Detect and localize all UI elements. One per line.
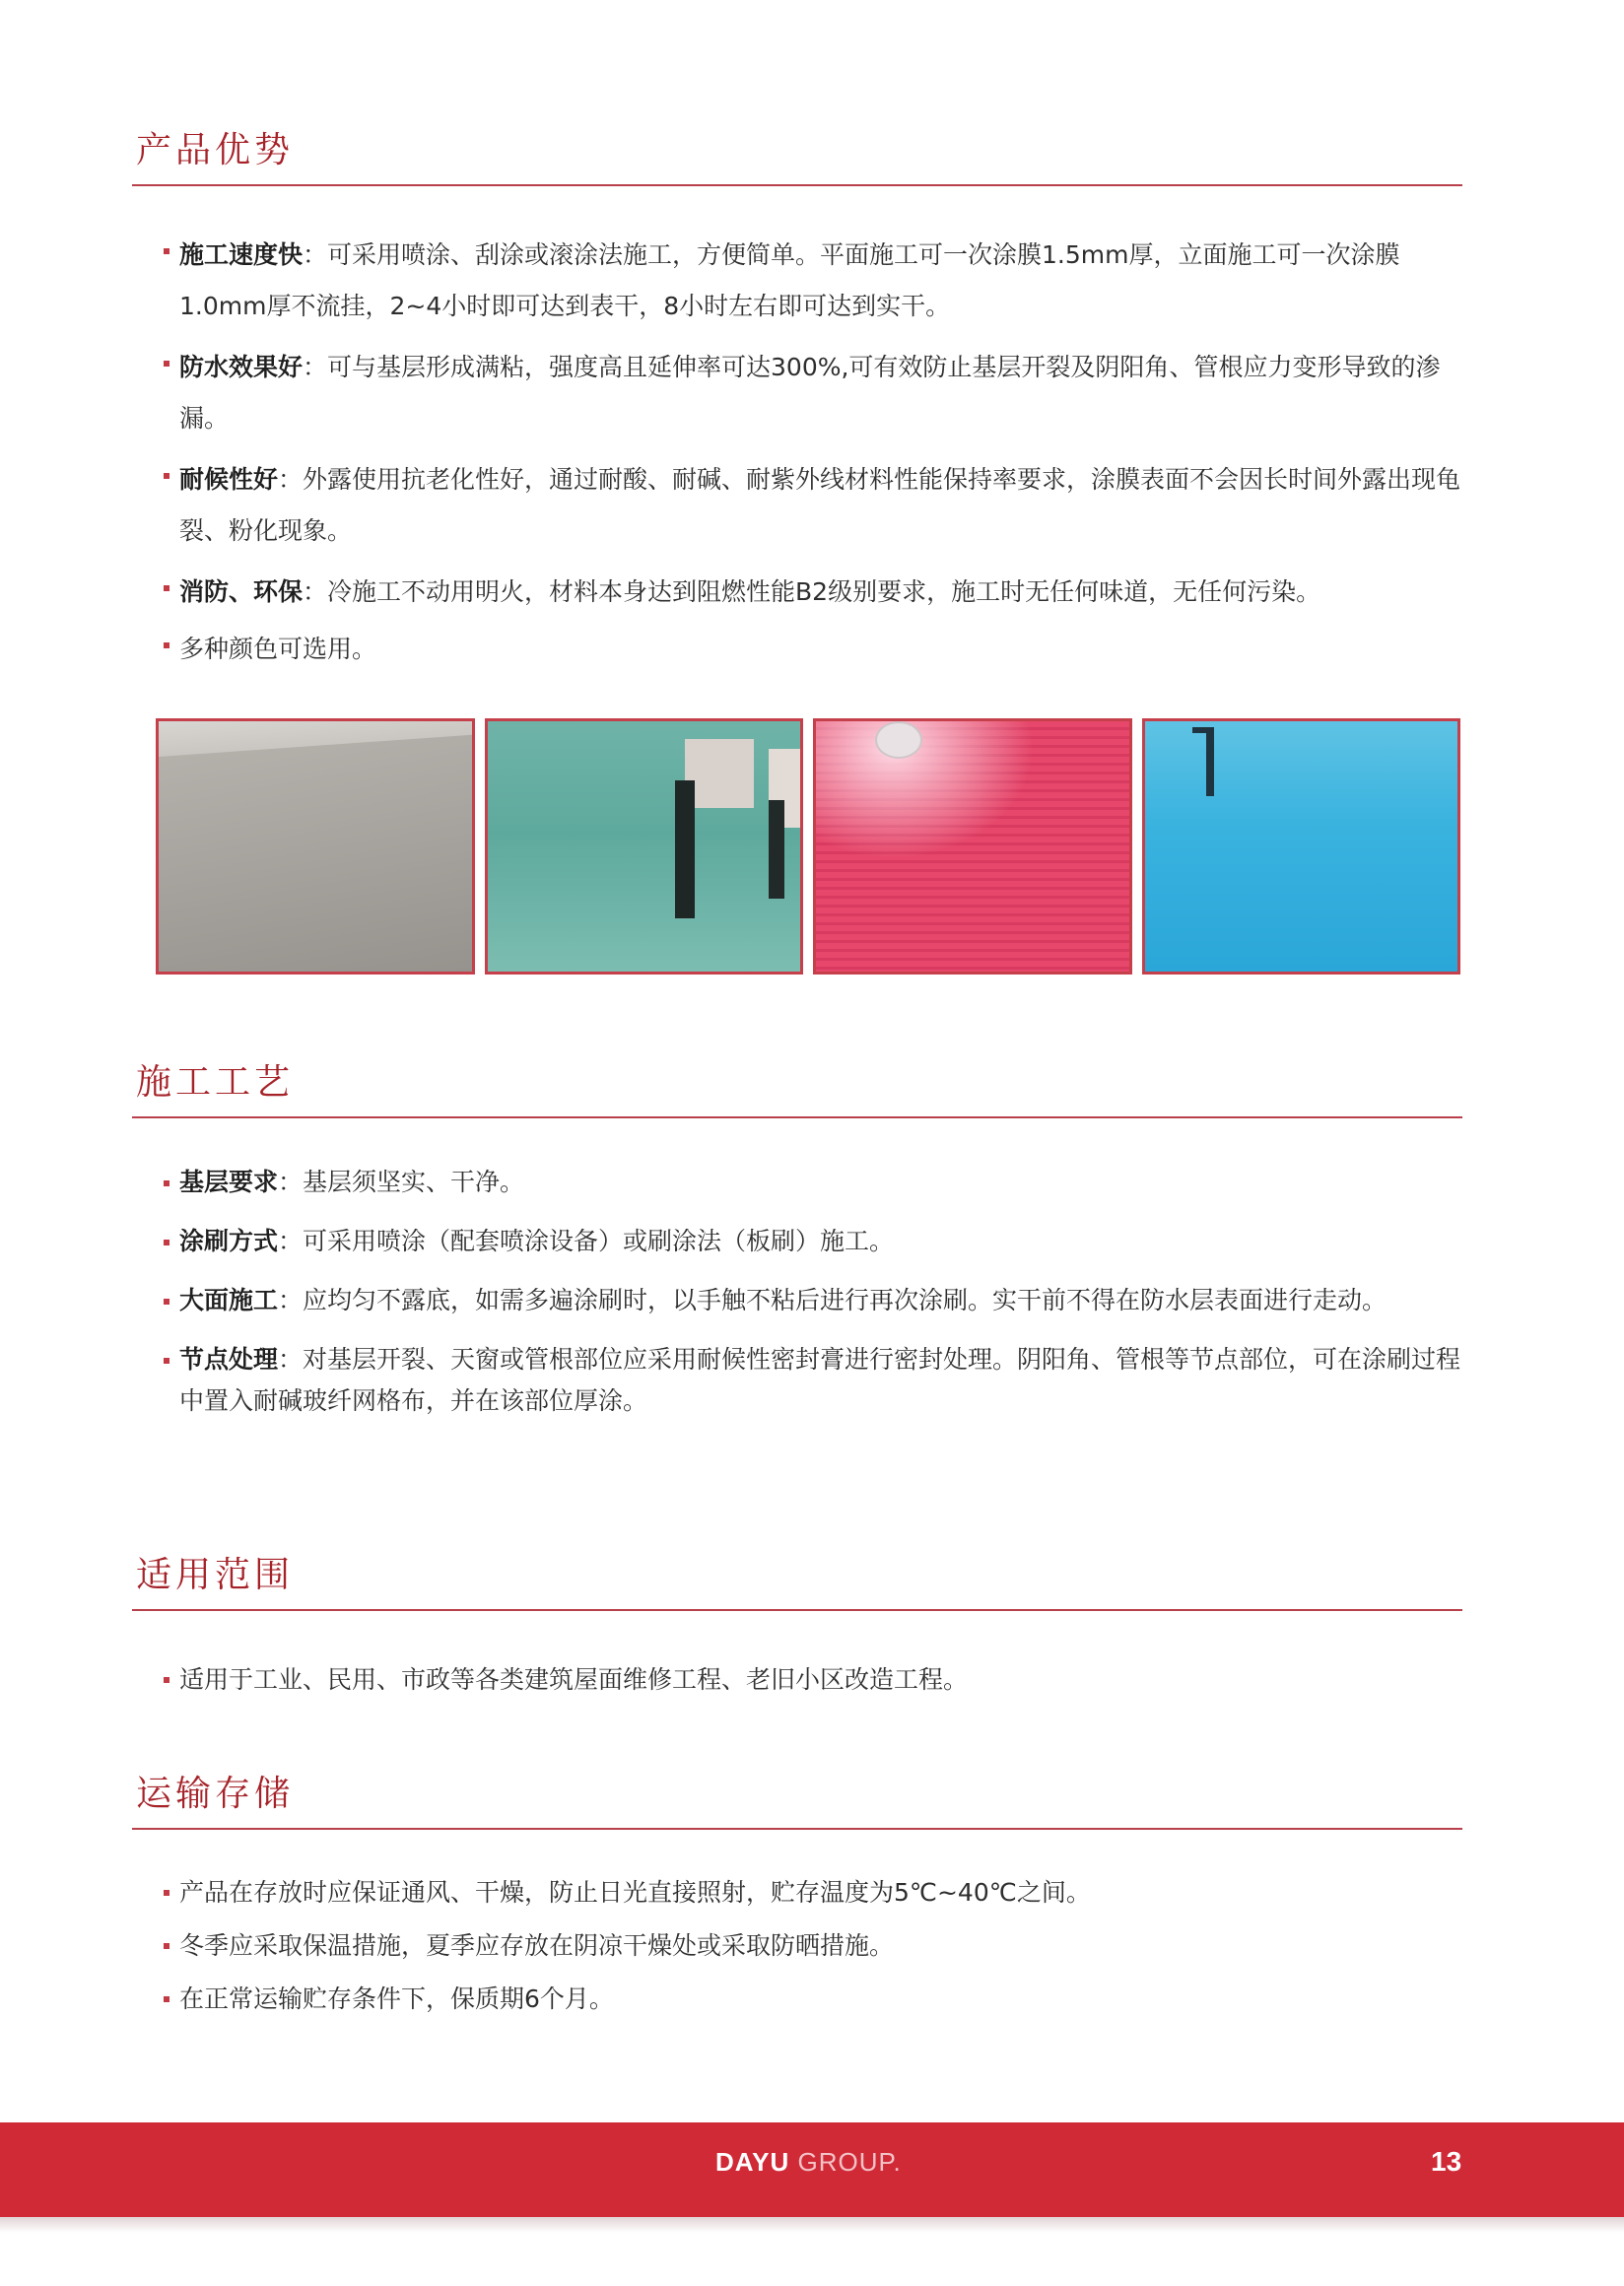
section-divider (132, 1609, 1462, 1611)
list-item (132, 1924, 1462, 1968)
item-label: 耐候性好 (179, 465, 279, 494)
item-text: 产品在存放时应保证通风、干燥，防止日光直接照射，贮存温度为5℃~40℃之间。 (179, 1878, 1091, 1907)
bullet-icon (164, 1890, 169, 1896)
process-list (132, 1162, 1462, 1422)
bullet-icon (164, 361, 169, 367)
photo-pipe (1206, 727, 1214, 796)
item-text: ：可采用喷涂、刮涂或滚涂法施工，方便简单。平面施工可一次涂膜1.5mm厚，立面施工可一次涂膜1.0mm厚不流挂，2~4小时即可达到表干，8小时左右即可达到实干。 (179, 240, 1400, 320)
list-item (132, 342, 1462, 444)
item-label: 节点处理 (179, 1345, 279, 1374)
item-label: 防水效果好 (179, 353, 304, 381)
photo-blue-coating (1142, 718, 1461, 975)
section-divider (132, 1116, 1462, 1118)
photo-red-coating (813, 718, 1132, 975)
item-text: ：冷施工不动用明火，材料本身达到阻燃性能B2级别要求，施工时无任何味道，无任何污染。 (303, 577, 1321, 606)
list-item (132, 1871, 1462, 1915)
item-text: ：对基层开裂、天窗或管根部位应采用耐候性密封膏进行密封处理。阴阳角、管根等节点部位，可在涂刷过程中置入耐碱玻纤网格布，并在该部位厚涂。 (179, 1345, 1461, 1415)
list-item (132, 1221, 1462, 1262)
bullet-icon (164, 1240, 169, 1245)
footer-shadow (0, 2217, 1624, 2233)
section-title: 产品优势 (136, 130, 295, 170)
item-label: 施工速度快 (179, 240, 304, 269)
photo-glow (816, 721, 1035, 859)
item-text: 多种颜色可选用。 (179, 635, 377, 663)
list-item (132, 1280, 1462, 1321)
list-item (132, 1162, 1462, 1203)
item-label: 大面施工 (179, 1286, 279, 1314)
photo-post (769, 800, 784, 899)
bullet-icon (164, 1943, 169, 1949)
advantages-list (132, 230, 1462, 675)
item-text: ：应均匀不露底，如需多遍涂刷时，以手触不粘后进行再次涂刷。实干前不得在防水层表面进行走动。 (278, 1286, 1387, 1314)
list-item (132, 1978, 1462, 2021)
photo-grey-coating (156, 718, 475, 975)
bullet-icon (164, 1358, 169, 1364)
item-label: 涂刷方式 (179, 1227, 279, 1255)
photo-green-coating (485, 718, 804, 975)
section-storage (132, 1769, 1462, 2031)
item-text: ：可采用喷涂（配套喷涂设备）或刷涂法（板刷）施工。 (278, 1227, 895, 1255)
bullet-icon (164, 1299, 169, 1305)
photo-fan (875, 721, 922, 759)
section-scope (132, 1550, 1462, 1702)
brand-name: DAYU (715, 2147, 790, 2177)
photo-post (675, 780, 695, 918)
page-number: 13 (1431, 2146, 1462, 2177)
bullet-icon (164, 1180, 169, 1186)
brand-suffix: GROUP. (789, 2147, 902, 2177)
photo-box (685, 739, 754, 808)
section-title: 施工工艺 (136, 1062, 295, 1103)
item-text: 在正常运输贮存条件下，保质期6个月。 (179, 1984, 614, 2013)
bullet-icon (164, 473, 169, 479)
bullet-icon (164, 1677, 169, 1683)
photo-wall (159, 718, 472, 757)
section-process (132, 1057, 1462, 1440)
storage-list (132, 1871, 1462, 2021)
bullet-icon (164, 585, 169, 591)
section-divider (132, 1828, 1462, 1830)
section-divider (132, 184, 1462, 186)
list-item (132, 567, 1462, 618)
section-advantages (132, 125, 1462, 681)
color-sample-photos (156, 718, 1460, 975)
item-text: 冬季应采取保温措施，夏季应存放在阴凉干燥处或采取防晒措施。 (179, 1931, 895, 1960)
brand-logo (715, 2142, 902, 2182)
section-title: 运输存储 (136, 1774, 295, 1814)
bullet-icon (164, 1996, 169, 2002)
bullet-icon (164, 248, 169, 254)
item-text: ：外露使用抗老化性好，通过耐酸、耐碱、耐紫外线材料性能保持率要求，涂膜表面不会因长时间外露出现龟裂、粉化现象。 (179, 465, 1461, 545)
section-title: 适用范围 (136, 1555, 295, 1595)
item-label: 消防、环保 (179, 577, 304, 606)
bullet-icon (164, 642, 169, 648)
list-item (132, 624, 1462, 675)
item-text: ：基层须坚实、干净。 (278, 1168, 525, 1196)
scope-list (132, 1658, 1462, 1702)
item-text: 适用于工业、民用、市政等各类建筑屋面维修工程、老旧小区改造工程。 (179, 1665, 969, 1694)
list-item (132, 1658, 1462, 1702)
list-item (132, 1339, 1462, 1422)
item-text: ：可与基层形成满粘，强度高且延伸率可达300%,可有效防止基层开裂及阴阳角、管根应力变形导致的渗漏。 (179, 353, 1441, 433)
item-label: 基层要求 (179, 1168, 279, 1196)
list-item (132, 230, 1462, 332)
list-item (132, 454, 1462, 557)
